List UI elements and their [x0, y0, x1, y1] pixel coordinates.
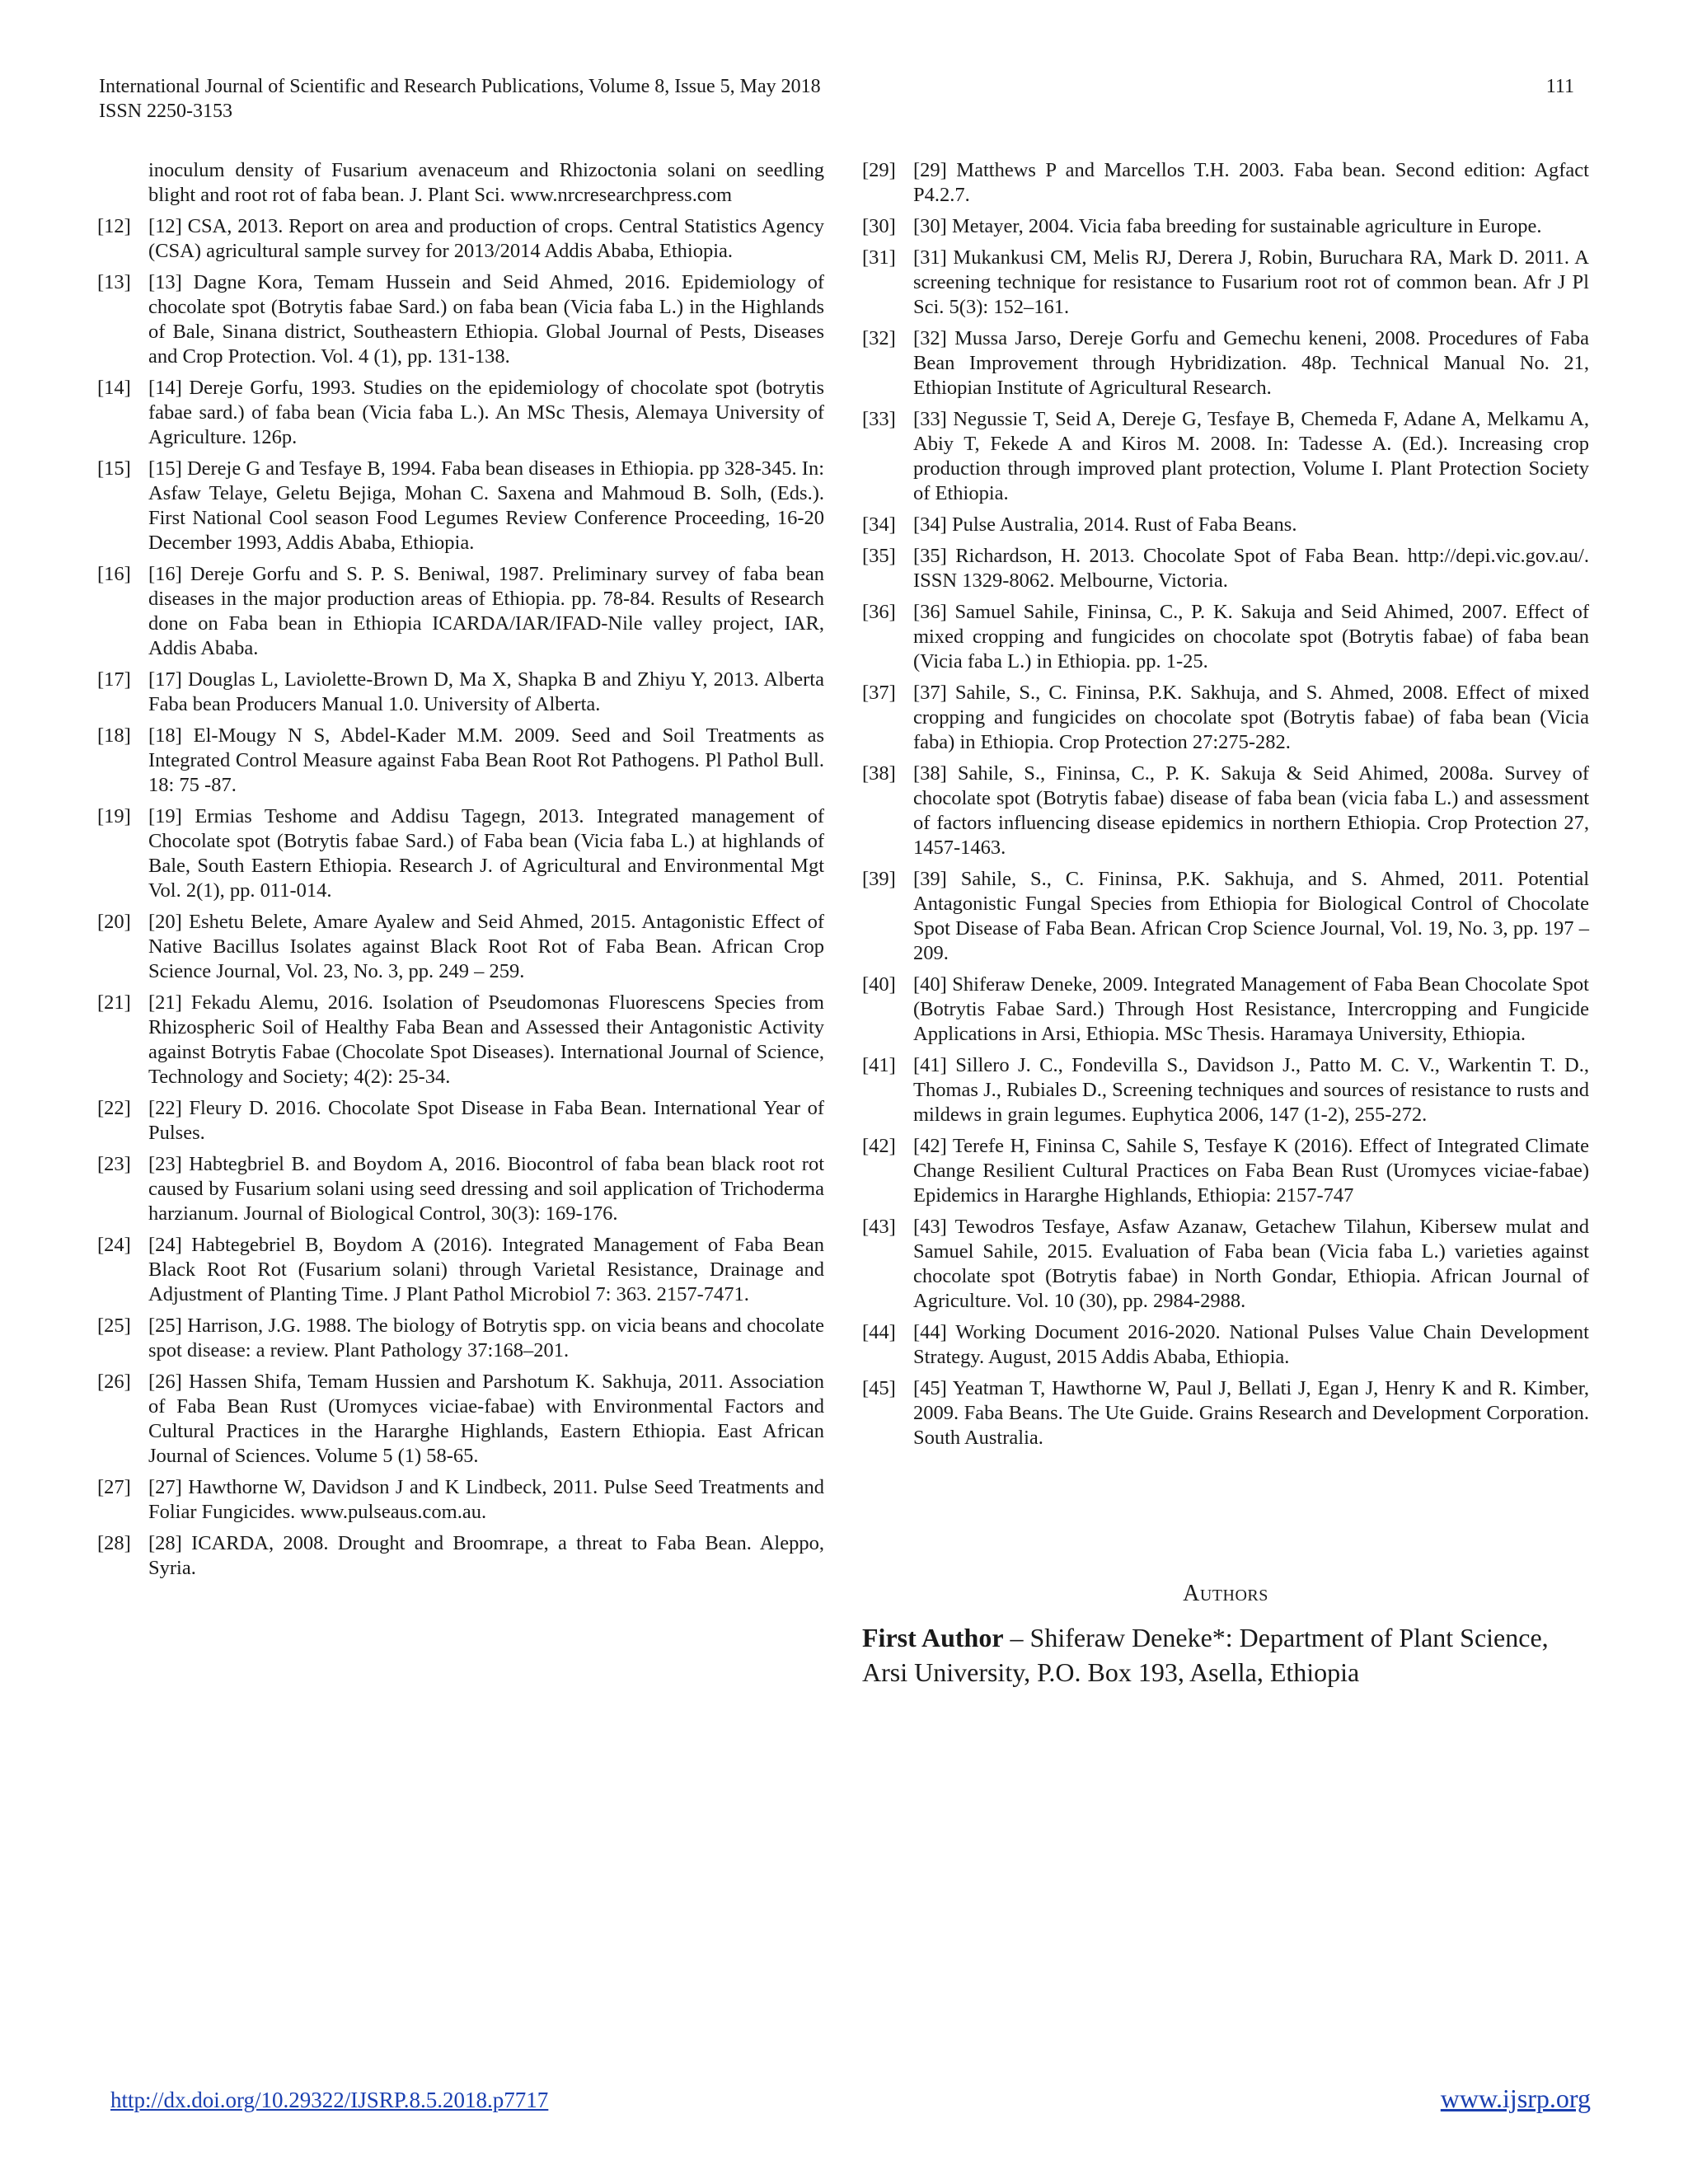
references-left-column — [97, 158, 824, 1587]
reference-number: [28] — [97, 1532, 131, 1554]
reference-item — [862, 1320, 1589, 1370]
reference-item — [862, 407, 1589, 506]
reference-item — [862, 762, 1589, 860]
page-number: 111 — [1545, 76, 1574, 97]
reference-number: [25] — [97, 1315, 131, 1337]
reference-number: [37] — [862, 682, 896, 704]
reference-number: [17] — [97, 668, 131, 691]
reference-number: [40] — [862, 973, 896, 996]
reference-number: [23] — [97, 1153, 131, 1175]
reference-text: [45] Yeatman T, Hawthorne W, Paul J, Bellati J, Egan J, Henry K and R. Kimber, 2009. Faba Beans. The Ute Guide. Grains Research and Development Corporation. South Australia. — [913, 1377, 1589, 1449]
reference-number: [35] — [862, 545, 896, 567]
reference-number: [39] — [862, 868, 896, 890]
reference-text: [35] Richardson, H. 2013. Chocolate Spot of Faba Bean. http://depi.vic.gov.au/. ISSN 1329-8062. Melbourne, Victoria. — [913, 545, 1589, 592]
reference-continuation — [97, 158, 824, 208]
reference-item — [862, 867, 1589, 966]
doi-link[interactable]: http://dx.doi.org/10.29322/IJSRP.8.5.2018.p7717 — [110, 2088, 549, 2112]
reference-number: [32] — [862, 327, 896, 349]
reference-text: [18] El-Mougy N S, Abdel-Kader M.M. 2009. Seed and Soil Treatments as Integrated Control Measure against Faba Bean Root Rot Pathogens. Pl Pathol Bull. 18: 75 -87. — [148, 724, 824, 796]
reference-text: [28] ICARDA, 2008. Drought and Broomrape, a threat to Faba Bean. Aleppo, Syria. — [148, 1532, 824, 1579]
left-reference-list — [97, 214, 824, 1581]
reference-text: [34] Pulse Australia, 2014. Rust of Faba Beans. — [913, 513, 1297, 536]
reference-text: [33] Negussie T, Seid A, Dereje G, Tesfaye B, Chemeda F, Adane A, Melkamu A, Abiy T, Fekede A and Kiros M. 2008. In: Tadesse A. (Ed.). Increasing crop production through improved plant protection, Volume I. Plant Protection Society of Ethiopia. — [913, 408, 1589, 504]
reference-item — [97, 376, 824, 450]
reference-item — [862, 246, 1589, 320]
reference-number: [18] — [97, 724, 131, 747]
reference-number: [31] — [862, 246, 896, 269]
reference-text: [37] Sahile, S., C. Fininsa, P.K. Sakhuja, and S. Ahmed, 2008. Effect of mixed cropping and fungicides on chocolate spot (Botrytis fabae) of faba bean (Vicia faba) in Ethiopia. Crop Protection 27:275-282. — [913, 682, 1589, 753]
journal-title: International Journal of Scientific and Research Publications, Volume 8, Issue 5, May 2018 — [99, 76, 821, 97]
reference-item — [862, 972, 1589, 1047]
reference-text: [40] Shiferaw Deneke, 2009. Integrated Management of Faba Bean Chocolate Spot (Botrytis Fabae Sard.) Through Host Resistance, Intercropping and Fungicide Applications in Arsi, Ethiopia. MSc Thesis. Haramaya University, Ethiopia. — [913, 973, 1589, 1045]
reference-number: [15] — [97, 457, 131, 480]
reference-text: [36] Samuel Sahile, Fininsa, C., P. K. Sakuja and Seid Ahimed, 2007. Effect of mixed cropping and fungicides on chocolate spot (Botrytis fabae) of faba bean (Vicia faba L.) in Ethiopia. pp. 1-25. — [913, 601, 1589, 673]
reference-number: [44] — [862, 1321, 896, 1343]
reference-number: [45] — [862, 1377, 896, 1399]
reference-number: [30] — [862, 215, 896, 237]
reference-text: [39] Sahile, S., C. Fininsa, P.K. Sakhuja, and S. Ahmed, 2011. Potential Antagonistic Fungal Species from Ethiopia for Biological Control of Chocolate Spot Disease of Faba Bean. African Crop Science Journal, Vol. 19, No. 3, pp. 197 – 209. — [913, 868, 1589, 964]
reference-text: [42] Terefe H, Fininsa C, Sahile S, Tesfaye K (2016). Effect of Integrated Climate Change Resilient Cultural Practices on Faba Bean Rust (Uromyces viciae-fabae) Epidemics in Hararghe Highlands, Ethiopia: 2157-747 — [913, 1135, 1589, 1207]
reference-number: [41] — [862, 1054, 896, 1076]
first-author-label: First Author — [862, 1623, 1004, 1652]
reference-text: [32] Mussa Jarso, Dereje Gorfu and Gemechu keneni, 2008. Procedures of Faba Bean Improvement through Hybridization. 48p. Technical Manual No. 21, Ethiopian Institute of Agricultural Research. — [913, 327, 1589, 399]
references-right-column — [862, 158, 1589, 1457]
reference-item — [97, 457, 824, 555]
reference-text: [13] Dagne Kora, Temam Hussein and Seid Ahmed, 2016. Epidemiology of chocolate spot (Botrytis fabae Sard.) on faba bean (Vicia faba L.) in the Highlands of Bale, Sinana district, Southeastern Ethiopia. Global Journal of Pests, Diseases and Crop Protection. Vol. 4 (1), pp. 131-138. — [148, 271, 824, 368]
reference-number: [19] — [97, 805, 131, 827]
issn: ISSN 2250-3153 — [99, 101, 233, 122]
reference-number: [14] — [97, 377, 131, 399]
reference-number: [20] — [97, 911, 131, 933]
reference-item — [97, 1096, 824, 1146]
reference-number: [27] — [97, 1476, 131, 1498]
reference-number: [24] — [97, 1234, 131, 1256]
authors-heading: Authors — [1183, 1581, 1268, 1606]
reference-item — [97, 1314, 824, 1363]
reference-item — [862, 681, 1589, 755]
reference-item — [97, 668, 824, 717]
site-link[interactable]: www.ijsrp.org — [1440, 2083, 1591, 2113]
reference-item — [862, 158, 1589, 208]
reference-item — [862, 1376, 1589, 1451]
reference-number: [36] — [862, 601, 896, 623]
reference-text: [31] Mukankusi CM, Melis RJ, Derera J, Robin, Buruchara RA, Mark D. 2011. A screening technique for resistance to Fusarium root rot of common bean. Afr J Pl Sci. 5(3): 152–161. — [913, 246, 1589, 318]
reference-item — [862, 544, 1589, 593]
reference-item — [862, 1215, 1589, 1314]
reference-text: [20] Eshetu Belete, Amare Ayalew and Seid Ahmed, 2015. Antagonistic Effect of Native Bacillus Isolates against Black Root Rot of Faba Bean. African Crop Science Journal, Vol. 23, No. 3, pp. 249 – 259. — [148, 911, 824, 982]
reference-item — [97, 1370, 824, 1469]
right-reference-list — [862, 158, 1589, 1451]
reference-number: [33] — [862, 408, 896, 430]
reference-number: [43] — [862, 1216, 896, 1238]
reference-item — [862, 214, 1589, 239]
first-author — [862, 1620, 1589, 1690]
reference-item — [97, 804, 824, 903]
reference-text: [27] Hawthorne W, Davidson J and K Lindbeck, 2011. Pulse Seed Treatments and Foliar Fungicides. www.pulseaus.com.au. — [148, 1476, 824, 1523]
page-header — [99, 74, 1574, 124]
reference-number: [13] — [97, 271, 131, 293]
reference-item — [97, 214, 824, 264]
reference-text: [29] Matthews P and Marcellos T.H. 2003. Faba bean. Second edition: Agfact P4.2.7. — [913, 159, 1589, 206]
reference-number: [22] — [97, 1097, 131, 1119]
reference-text: [25] Harrison, J.G. 1988. The biology of Botrytis spp. on vicia beans and chocolate spot disease: a review. Plant Pathology 37:168–201. — [148, 1315, 824, 1361]
reference-text: [22] Fleury D. 2016. Chocolate Spot Disease in Faba Bean. International Year of Pulses. — [148, 1097, 824, 1144]
reference-item — [97, 1152, 824, 1226]
reference-text: [12] CSA, 2013. Report on area and production of crops. Central Statistics Agency (CSA) agricultural sample survey for 2013/2014 Addis Ababa, Ethiopia. — [148, 215, 824, 262]
reference-number: [42] — [862, 1135, 896, 1157]
reference-item — [862, 1134, 1589, 1208]
reference-number: [34] — [862, 513, 896, 536]
reference-item — [862, 513, 1589, 537]
reference-text: [26] Hassen Shifa, Temam Hussien and Parshotum K. Sakhuja, 2011. Association of Faba Bean Rust (Uromyces viciae-fabae) with Environmental Factors and Cultural Practices in the Hararghe Highlands, Eastern Ethiopia. East African Journal of Sciences. Volume 5 (1) 58-65. — [148, 1371, 824, 1467]
reference-text: inoculum density of Fusarium avenaceum and Rhizoctonia solani on seedling blight and root rot of faba bean. J. Plant Sci. www.nrcresearchpress.com — [148, 159, 824, 206]
reference-text: [44] Working Document 2016-2020. National Pulses Value Chain Development Strategy. August, 2015 Addis Ababa, Ethiopia. — [913, 1321, 1589, 1368]
reference-text: [24] Habtegebriel B, Boydom A (2016). Integrated Management of Faba Bean Black Root Rot (Fusarium solani) through Varietal Resistance, Drainage and Adjustment of Planting Time. J Plant Pathol Microbiol 7: 363. 2157-7471. — [148, 1234, 824, 1305]
reference-item — [97, 1475, 824, 1525]
reference-item — [97, 910, 824, 984]
reference-text: [38] Sahile, S., Fininsa, C., P. K. Sakuja & Seid Ahimed, 2008a. Survey of chocolate spot (Botrytis fabae) disease of faba bean (vicia faba L.) and assessment of factors influencing disease epidemics in northern Ethiopia. Crop Protection 27, 1457-1463. — [913, 762, 1589, 859]
reference-item — [862, 600, 1589, 674]
reference-number: [29] — [862, 159, 896, 181]
reference-number: [16] — [97, 563, 131, 585]
reference-item — [97, 1233, 824, 1307]
reference-text: [17] Douglas L, Laviolette-Brown D, Ma X, Shapka B and Zhiyu Y, 2013. Alberta Faba bean Producers Manual 1.0. University of Alberta. — [148, 668, 824, 715]
reference-item — [97, 270, 824, 369]
reference-number: [38] — [862, 762, 896, 785]
reference-item — [862, 326, 1589, 401]
reference-text: [16] Dereje Gorfu and S. P. S. Beniwal, 1987. Preliminary survey of faba bean diseases in the major production areas of Ethiopia. pp. 78-84. Results of Research done on Faba bean in Ethiopia ICARDA/IAR/IFAD-Nile valley project, IAR, Addis Ababa. — [148, 563, 824, 659]
reference-text: [14] Dereje Gorfu, 1993. Studies on the epidemiology of chocolate spot (botrytis fabae sard.) of faba bean (Vicia faba L.). An MSc Thesis, Alemaya University of Agriculture. 126p. — [148, 377, 824, 448]
reference-item — [97, 562, 824, 661]
reference-text: [41] Sillero J. C., Fondevilla S., Davidson J., Patto M. C. V., Warkentin T. D., Thomas J., Rubiales D., Screening techniques and sources of resistance to rusts and mildews in grain legumes. Euphytica 2006, 147 (1-2), 255-272. — [913, 1054, 1589, 1126]
reference-text: [19] Ermias Teshome and Addisu Tagegn, 2013. Integrated management of Chocolate spot (Botrytis fabae Sard.) of Faba bean (Vicia faba L.) at highlands of Bale, South Eastern Ethiopia. Research J. of Agricultural and Environmental Mgt Vol. 2(1), pp. 011-014. — [148, 805, 824, 902]
reference-text: [30] Metayer, 2004. Vicia faba breeding for sustainable agriculture in Europe. — [913, 215, 1542, 237]
reference-number: [12] — [97, 215, 131, 237]
reference-number: [26] — [97, 1371, 131, 1393]
reference-number: [21] — [97, 991, 131, 1014]
first-author-details: – Shiferaw Deneke*: Department of Plant Science, Arsi University, P.O. Box 193, Asella, Ethiopia — [862, 1623, 1549, 1687]
reference-text: [43] Tewodros Tesfaye, Asfaw Azanaw, Getachew Tilahun, Kibersew mulat and Samuel Sahile, 2015. Evaluation of Faba bean (Vicia faba L.) varieties against chocolate spot (Botrytis fabae) in North Gondar, Ethiopia. African Journal of Agriculture. Vol. 10 (30), pp. 2984-2988. — [913, 1216, 1589, 1312]
reference-text: [21] Fekadu Alemu, 2016. Isolation of Pseudomonas Fluorescens Species from Rhizospheric Soil of Healthy Faba Bean and Assessed their Antagonistic Activity against Botrytis Fabae (Chocolate Spot Diseases). International Journal of Science, Technology and Society; 4(2): 25-34. — [148, 991, 824, 1088]
reference-text: [15] Dereje G and Tesfaye B, 1994. Faba bean diseases in Ethiopia. pp 328-345. In: Asfaw Telaye, Geletu Bejiga, Mohan C. Saxena and Mahmoud B. Solh, (Eds.). First National Cool season Food Legumes Review Conference Proceeding, 16-20 December 1993, Addis Ababa, Ethiopia. — [148, 457, 824, 554]
reference-item — [862, 1053, 1589, 1127]
reference-text: [23] Habtegbriel B. and Boydom A, 2016. Biocontrol of faba bean black root rot caused by Fusarium solani using seed dressing and soil application of Trichoderma harzianum. Journal of Biological Control, 30(3): 169-176. — [148, 1153, 824, 1225]
reference-item — [97, 1531, 824, 1581]
reference-item — [97, 991, 824, 1090]
reference-item — [97, 724, 824, 798]
